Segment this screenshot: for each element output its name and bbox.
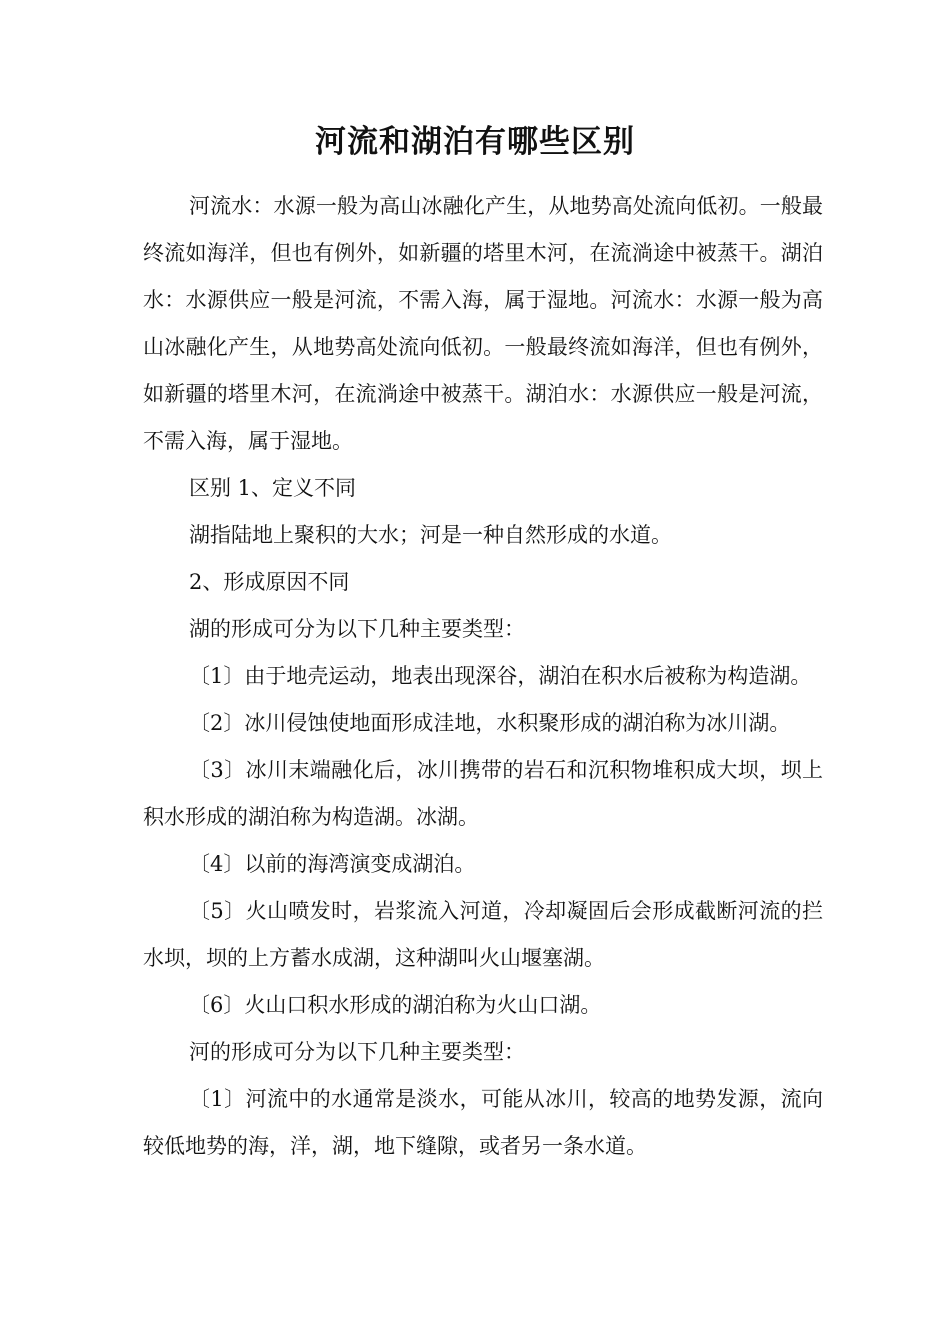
paragraph-lake-type-2: 〔2〕冰川侵蚀使地面形成洼地，水积聚形成的湖泊称为冰川湖。 [189,711,791,735]
paragraph-river-lake-water-source: 河流水：水源一般为高山冰融化产生，从地势高处流向低初。一般最终流如海洋，但也有例外，如新疆的塔里木河，在流淌途中被蒸干。湖泊水：水源供应一般是河流，不需入海，属于湿地。河流水：水源一般为高山冰融化产生，从地势高处流向低初。一般最终流如海洋，但也有例外，如新疆的塔里木河，在流淌途中被蒸干。湖泊水：水源供应一般是河流，不需入海，属于湿地。 [143,194,823,453]
paragraph-lake-type-1: 〔1〕由于地壳运动，地表出现深谷，湖泊在积水后被称为构造湖。 [189,664,812,688]
document-title: 河流和湖泊有哪些区别 [315,124,635,160]
paragraph-difference-1-heading: 区别 1、定义不同 [189,476,357,500]
paragraph-definition: 湖指陆地上聚积的大水；河是一种自然形成的水道。 [189,523,672,547]
paragraph-lake-type-6: 〔6〕火山口积水形成的湖泊称为火山口湖。 [189,993,602,1017]
paragraph-lake-type-3: 〔3〕冰川末端融化后，冰川携带的岩石和沉积物堆积成大坝，坝上积水形成的湖泊称为构造湖。冰湖。 [143,758,823,829]
paragraph-river-type-1: 〔1〕河流中的水通常是淡水，可能从冰川，较高的地势发源，流向较低地势的海，洋，湖，地下缝隙，或者另一条水道。 [143,1087,823,1158]
paragraph-lake-type-4: 〔4〕以前的海湾演变成湖泊。 [189,852,476,876]
document-body [143,183,823,1170]
paragraph-river-types-intro: 河的形成可分为以下几种主要类型： [189,1040,525,1064]
paragraph-lake-type-5: 〔5〕火山喷发时，岩浆流入河道，冷却凝固后会形成截断河流的拦水坝，坝的上方蓄水成湖，这种湖叫火山堰塞湖。 [143,899,823,970]
paragraph-lake-types-intro: 湖的形成可分为以下几种主要类型： [189,617,525,641]
paragraph-difference-2-heading: 2、形成原因不同 [189,570,350,594]
